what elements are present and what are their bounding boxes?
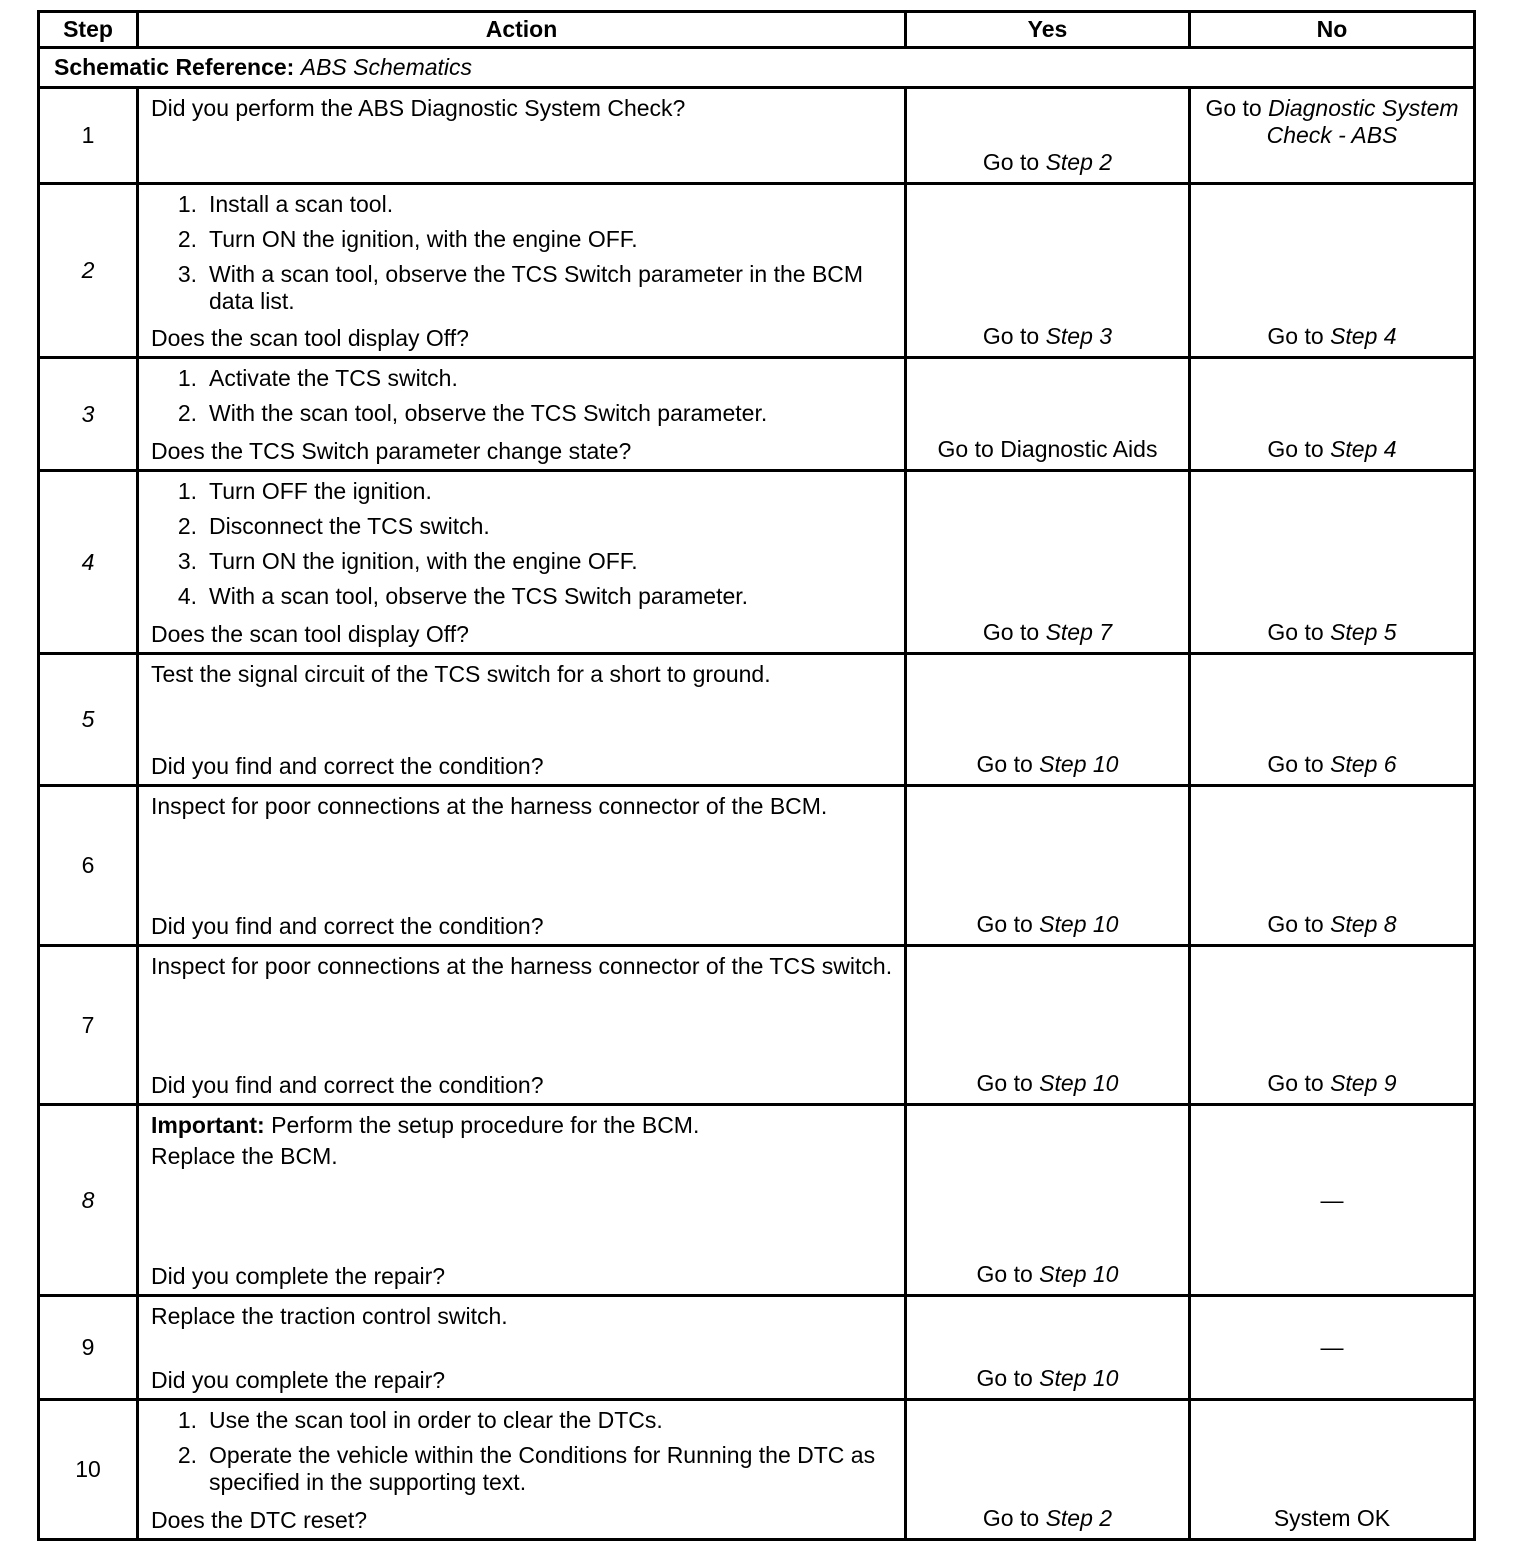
important-note — [151, 1112, 894, 1139]
action-text: Did you perform the ABS Diagnostic System Check? — [151, 95, 686, 121]
action-content — [139, 185, 904, 356]
no-prefix: Go to — [1267, 1070, 1324, 1096]
action-instructions — [151, 1112, 894, 1174]
yes-step-link[interactable]: Step 10 — [1039, 1261, 1119, 1287]
action-content — [139, 472, 904, 652]
schematic-reference-label: Schematic Reference: — [54, 54, 295, 80]
action-text: Test the signal circuit of the TCS switch for a short to ground. — [151, 661, 771, 687]
yes-result — [906, 1296, 1190, 1400]
no-result — [1190, 1400, 1475, 1540]
no-text: — — [1320, 1186, 1344, 1213]
numbered-instruction — [151, 191, 894, 218]
yes-prefix: Go to — [976, 751, 1033, 777]
action-instructions — [151, 953, 894, 984]
yes-text[interactable]: Go to Diagnostic Aids — [937, 436, 1158, 462]
instruction-number: 2. — [177, 513, 197, 539]
action-content — [139, 1106, 904, 1294]
yes-prefix: Go to — [976, 911, 1033, 937]
step-number: 2 — [39, 184, 138, 358]
no-result — [1190, 654, 1475, 786]
instruction-number: 1. — [177, 191, 197, 217]
instruction-number: 3. — [177, 261, 197, 287]
table-row — [39, 358, 1475, 471]
table-row — [39, 946, 1475, 1105]
table-row — [39, 1296, 1475, 1400]
numbered-instruction — [151, 1407, 894, 1434]
action-text: Inspect for poor connections at the harness connector of the TCS switch. — [151, 953, 893, 979]
action-question: Does the DTC reset? — [151, 1507, 368, 1533]
no-prefix: Go to — [1267, 911, 1324, 937]
header-action: Action — [138, 12, 906, 48]
action-cell — [138, 786, 906, 946]
action-content — [139, 655, 904, 784]
no-text: — — [1320, 1334, 1344, 1360]
yes-result — [906, 358, 1190, 471]
step-number: 10 — [39, 1400, 138, 1540]
instruction-number: 3. — [177, 548, 197, 574]
table-row — [39, 1105, 1475, 1296]
no-prefix: Go to — [1267, 436, 1324, 462]
table-row — [39, 88, 1475, 184]
yes-result — [906, 786, 1190, 946]
yes-result — [906, 184, 1190, 358]
action-cell — [138, 88, 906, 184]
numbered-instruction — [151, 1442, 894, 1496]
action-instructions — [151, 95, 894, 126]
table-row — [39, 184, 1475, 358]
action-text: Replace the traction control switch. — [151, 1303, 508, 1329]
no-result — [1190, 946, 1475, 1105]
action-content — [139, 1297, 904, 1398]
action-instructions — [151, 478, 894, 618]
action-question: Does the scan tool display Off? — [151, 621, 469, 647]
yes-prefix: Go to — [976, 1261, 1033, 1287]
action-content — [139, 787, 904, 944]
action-cell — [138, 184, 906, 358]
step-number: 5 — [39, 654, 138, 786]
instruction-text: With the scan tool, observe the TCS Switch parameter. — [209, 400, 768, 426]
action-content — [139, 89, 904, 182]
instruction-text: Turn OFF the ignition. — [209, 478, 432, 504]
yes-step-link[interactable]: Step 10 — [1039, 1365, 1119, 1391]
action-cell — [138, 946, 906, 1105]
numbered-instruction — [151, 365, 894, 392]
yes-step-link[interactable]: Step 2 — [1045, 149, 1113, 175]
action-cell — [138, 1105, 906, 1296]
yes-step-link[interactable]: Step 10 — [1039, 751, 1119, 777]
table-row — [39, 1400, 1475, 1540]
numbered-instruction — [151, 548, 894, 575]
schematic-reference-row — [39, 48, 1475, 88]
action-question: Did you complete the repair? — [151, 1263, 446, 1289]
instruction-text: With a scan tool, observe the TCS Switch parameter in the BCM data list. — [209, 261, 864, 314]
action-question: Did you find and correct the condition? — [151, 1072, 544, 1098]
action-cell — [138, 654, 906, 786]
yes-step-link[interactable]: Step 10 — [1039, 1070, 1119, 1096]
action-question: Did you find and correct the condition? — [151, 913, 544, 939]
no-text: System OK — [1273, 1505, 1391, 1531]
yes-result — [906, 471, 1190, 654]
no-step-link[interactable]: Step 4 — [1330, 323, 1397, 349]
table-row — [39, 786, 1475, 946]
step-number: 8 — [39, 1105, 138, 1296]
step-number: 1 — [39, 88, 138, 184]
no-result — [1190, 88, 1475, 184]
no-step-link[interactable]: Step 4 — [1330, 436, 1397, 462]
yes-step-link[interactable]: Step 2 — [1045, 1505, 1113, 1531]
instruction-text: Turn ON the ignition, with the engine OFF. — [209, 226, 638, 252]
action-question: Does the scan tool display Off? — [151, 325, 469, 351]
no-prefix: Go to — [1267, 323, 1324, 349]
instruction-text: Activate the TCS switch. — [209, 365, 458, 391]
no-result — [1190, 358, 1475, 471]
diagnostic-table-container — [37, 10, 1473, 1541]
header-row — [39, 12, 1475, 48]
no-step-link[interactable]: Diagnostic System Check - ABS — [1266, 95, 1459, 148]
instruction-text: Use the scan tool in order to clear the DTCs. — [209, 1407, 663, 1433]
no-result — [1190, 1296, 1475, 1400]
important-label: Important: — [151, 1112, 265, 1138]
no-prefix: Go to — [1205, 95, 1262, 121]
no-prefix: Go to — [1267, 619, 1324, 645]
step-number: 6 — [39, 786, 138, 946]
yes-step-link[interactable]: Step 10 — [1039, 911, 1119, 937]
instruction-number: 4. — [177, 583, 197, 609]
yes-result — [906, 946, 1190, 1105]
yes-result — [906, 1400, 1190, 1540]
no-result — [1190, 471, 1475, 654]
no-prefix: Go to — [1267, 751, 1324, 777]
table-row — [39, 654, 1475, 786]
yes-prefix: Go to — [982, 149, 1040, 175]
diagnostic-table — [37, 10, 1476, 1541]
action-instructions — [151, 1303, 894, 1334]
schematic-reference — [39, 48, 1475, 88]
numbered-instruction — [151, 583, 894, 610]
action-content — [139, 1401, 904, 1538]
action-question: Did you complete the repair? — [151, 1367, 446, 1393]
yes-prefix: Go to — [982, 1505, 1040, 1531]
yes-step-link[interactable]: Step 3 — [1045, 323, 1113, 349]
instruction-number: 2. — [177, 1442, 197, 1468]
action-content — [139, 947, 904, 1103]
action-instructions — [151, 365, 894, 435]
yes-result — [906, 654, 1190, 786]
action-cell — [138, 1400, 906, 1540]
yes-prefix: Go to — [976, 1070, 1033, 1096]
action-question: Did you find and correct the condition? — [151, 753, 544, 779]
instruction-number: 1. — [177, 1407, 197, 1433]
instruction-number: 2. — [177, 400, 197, 426]
action-cell — [138, 1296, 906, 1400]
action-question: Does the TCS Switch parameter change state? — [151, 438, 632, 464]
header-no: No — [1190, 12, 1475, 48]
instruction-text: With a scan tool, observe the TCS Switch parameter. — [209, 583, 749, 609]
instruction-text: Turn ON the ignition, with the engine OFF. — [209, 548, 638, 574]
action-instructions — [151, 191, 894, 323]
yes-prefix: Go to — [982, 619, 1040, 645]
important-text: Perform the setup procedure for the BCM. — [271, 1112, 700, 1138]
action-instructions — [151, 793, 894, 824]
step-number: 7 — [39, 946, 138, 1105]
no-step-link[interactable]: Step 6 — [1330, 751, 1397, 777]
instruction-text: Disconnect the TCS switch. — [209, 513, 490, 539]
numbered-instruction — [151, 261, 894, 315]
table-row — [39, 471, 1475, 654]
step-number: 3 — [39, 358, 138, 471]
instruction-text: Install a scan tool. — [209, 191, 394, 217]
numbered-instruction — [151, 513, 894, 540]
no-step-link[interactable]: Step 5 — [1330, 619, 1397, 645]
header-yes: Yes — [906, 12, 1190, 48]
instruction-number: 2. — [177, 226, 197, 252]
numbered-instruction — [151, 226, 894, 253]
step-number: 4 — [39, 471, 138, 654]
no-result — [1190, 184, 1475, 358]
numbered-instruction — [151, 400, 894, 427]
action-content — [139, 359, 904, 469]
no-result — [1190, 786, 1475, 946]
yes-result — [906, 1105, 1190, 1296]
yes-result — [906, 88, 1190, 184]
instruction-text: Operate the vehicle within the Conditions for Running the DTC as specified in the supporting text. — [209, 1442, 876, 1495]
step-number: 9 — [39, 1296, 138, 1400]
action-instructions — [151, 661, 894, 692]
action-cell — [138, 358, 906, 471]
yes-step-link[interactable]: Step 7 — [1045, 619, 1113, 645]
numbered-instruction — [151, 478, 894, 505]
no-result — [1190, 1105, 1475, 1296]
action-text: Replace the BCM. — [151, 1143, 338, 1169]
instruction-number: 1. — [177, 478, 197, 504]
action-cell — [138, 471, 906, 654]
step-rows — [39, 88, 1475, 1540]
schematic-reference-link[interactable]: ABS Schematics — [300, 54, 473, 80]
instruction-number: 1. — [177, 365, 197, 391]
action-text: Inspect for poor connections at the harness connector of the BCM. — [151, 793, 828, 819]
no-step-link[interactable]: Step 9 — [1330, 1070, 1397, 1096]
yes-prefix: Go to — [982, 323, 1040, 349]
action-instructions — [151, 1407, 894, 1504]
yes-prefix: Go to — [976, 1365, 1033, 1391]
header-step: Step — [39, 12, 138, 48]
no-step-link[interactable]: Step 8 — [1330, 911, 1397, 937]
